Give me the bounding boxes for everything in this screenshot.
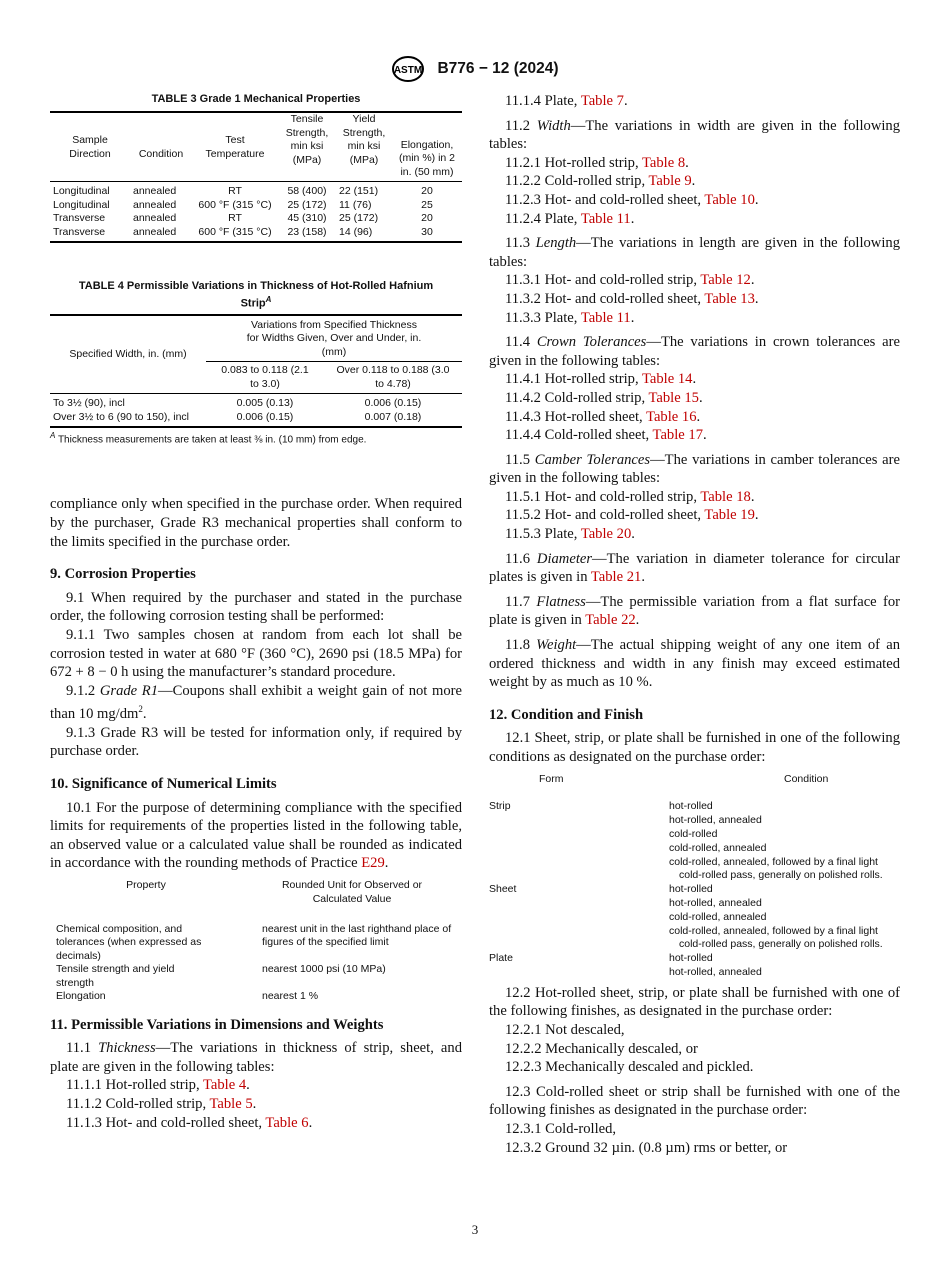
clause-text: 11.5.3 Plate, xyxy=(505,526,578,543)
table-cell: 22 (151) xyxy=(339,185,379,197)
superscript: 2 xyxy=(138,704,143,715)
list-item: 11.2.3 Hot- and cold-rolled sheet, Table 10. xyxy=(505,191,759,208)
clause-text: 11.2.4 Plate, xyxy=(505,210,578,227)
list-item: 11.5.2 Hot- and cold-rolled sheet, Table 19. xyxy=(505,507,759,524)
clause-number: 11.7 xyxy=(505,593,530,610)
list-item: 11.4.4 Cold-rolled sheet, Table 17. xyxy=(505,427,707,444)
clause-term: Grade R1 xyxy=(99,682,159,699)
footnote-mark: A xyxy=(265,295,272,304)
table-cell: 58 (400) xyxy=(287,185,327,197)
table-cell: 25 (172) xyxy=(339,212,379,224)
clause-term: Length xyxy=(535,235,577,252)
clause-text: 11.1.2 Cold-rolled strip, xyxy=(66,1095,207,1112)
document-designation: B776 − 12 (2024) xyxy=(437,60,559,77)
table-cell: RT xyxy=(228,212,242,224)
table-cell: 25 xyxy=(421,198,433,211)
table-cell: 23 (158) xyxy=(287,225,327,238)
table3-header: Elongation, (min %) in 2 in. (50 mm) xyxy=(398,138,455,178)
condition-cell xyxy=(669,952,900,980)
right-column xyxy=(489,92,900,1157)
table-row xyxy=(489,800,900,883)
table-row xyxy=(50,199,462,213)
property-table xyxy=(50,879,462,1004)
list-item: 12.3.2 Ground 32 µin. (0.8 µm) rms or better, or xyxy=(505,1139,788,1156)
clause-term: Width xyxy=(536,117,571,134)
table-row xyxy=(489,883,900,952)
paragraph: 11.6 Diameter—The variation in diameter tolerance for circular plates is given in Table 21. xyxy=(489,550,900,586)
list-item: 11.3.3 Plate, Table 11. xyxy=(505,309,635,326)
table-cell: Elongation xyxy=(56,990,106,1003)
ref-link-table-6[interactable]: Table 6 xyxy=(265,1114,309,1131)
list-item: 11.3.2 Hot- and cold-rolled sheet, Table 13. xyxy=(505,290,759,307)
table-cell: Longitudinal xyxy=(53,185,110,197)
ref-link-table-17[interactable]: Table 17 xyxy=(652,427,703,444)
table-row xyxy=(50,212,462,226)
condition-item: hot-rolled xyxy=(669,800,713,813)
table4-caption-text: TABLE 4 Permissible Variations in Thickness of Hot-Rolled Hafnium Strip xyxy=(78,280,434,310)
table-cell: nearest 1000 psi (10 MPa) xyxy=(262,963,386,976)
ref-link-table-5[interactable]: Table 5 xyxy=(209,1095,253,1112)
table-cell: 20 xyxy=(421,212,433,224)
table-cell: nearest unit in the last righthand place of figures of the specified limit xyxy=(262,922,452,949)
clause-text: 11.4.2 Cold-rolled strip, xyxy=(505,389,646,406)
clause-number: 11.5 xyxy=(505,451,530,468)
table-row xyxy=(50,963,462,990)
section-9-heading: 9. Corrosion Properties xyxy=(50,566,196,583)
clause-term: Camber Tolerances xyxy=(534,451,651,468)
condition-item: hot-rolled, annealed xyxy=(669,896,762,909)
table-cell: 45 (310) xyxy=(287,212,327,224)
table3-header: Tensile Strength, min ksi (MPa) xyxy=(285,113,329,166)
paragraph: 9.1 When required by the purchaser and stated in the purchase order, the following corrosion testing shall be performed: xyxy=(50,589,462,625)
clause-term: Crown Tolerances xyxy=(536,334,647,351)
table4-header: Variations from Specified Thickness for Widths Given, Over and Under, in. (mm) xyxy=(206,315,462,362)
clause-text: 11.1.3 Hot- and cold-rolled sheet, xyxy=(66,1114,263,1131)
clause-text: 11.5.2 Hot- and cold-rolled sheet, xyxy=(505,507,702,524)
ref-link-table-10[interactable]: Table 10 xyxy=(704,191,755,208)
condition-item: cold-rolled, annealed xyxy=(669,910,767,923)
clause-number: 11.4 xyxy=(505,334,530,351)
table4-footnote xyxy=(50,431,462,445)
clause-text: —The variations in camber tolerances are given in the following tables: xyxy=(489,451,900,487)
ref-link-table-11[interactable]: Table 11 xyxy=(580,309,631,326)
ref-link-table-11[interactable]: Table 11 xyxy=(580,210,631,227)
paragraph xyxy=(489,451,900,488)
clause-number: 9.1.2 xyxy=(66,682,96,699)
list-item: 12.2.2 Mechanically descaled, or xyxy=(505,1040,698,1057)
clause-term: Diameter xyxy=(536,550,593,567)
clause-term: Flatness xyxy=(536,593,586,610)
table4-header-row xyxy=(50,315,462,362)
table-cell: To 3½ (90), incl xyxy=(53,397,125,410)
condition-item: hot-rolled xyxy=(669,883,713,896)
ref-link-table-15[interactable]: Table 15 xyxy=(648,389,699,406)
ref-link-table-13[interactable]: Table 13 xyxy=(704,290,755,307)
ref-link-table-9[interactable]: Table 9 xyxy=(648,173,692,190)
form-condition-table xyxy=(489,773,900,980)
svg-text:ASTM: ASTM xyxy=(394,65,423,76)
table-cell: 0.006 (0.15) xyxy=(236,410,294,423)
section-11-heading: 11. Permissible Variations in Dimensions and Weights xyxy=(50,1016,384,1033)
paragraph xyxy=(50,682,462,724)
footnote-text: Thickness measurements are taken at least ⅜ in. (10 mm) from edge. xyxy=(57,434,367,446)
list-item: 11.1.1 Hot-rolled strip, Table 4. xyxy=(66,1077,250,1094)
clause-text: 11.1.4 Plate, xyxy=(505,93,578,109)
table4 xyxy=(50,279,462,445)
ref-link-table-20[interactable]: Table 20 xyxy=(580,526,632,543)
table4-subheader: Over 0.118 to 0.188 (3.0 to 4.78) xyxy=(336,364,450,390)
table3-header: Condition xyxy=(138,147,184,160)
clause-text: —The variation in diameter tolerance for circular plates is given in xyxy=(489,550,900,586)
table-cell: Transverse xyxy=(53,212,106,224)
left-body xyxy=(50,495,462,1132)
clause-text: 11.4.4 Cold-rolled sheet, xyxy=(505,427,650,444)
ref-link-table-12[interactable]: Table 12 xyxy=(700,272,751,289)
table4-subheader: 0.083 to 0.118 (2.1 to 3.0) xyxy=(221,364,309,390)
table3-header-row xyxy=(50,112,462,182)
page-number: 3 xyxy=(471,1222,479,1237)
table-cell: annealed xyxy=(133,225,177,238)
table-row xyxy=(489,952,900,980)
paragraph: 12.1 Sheet, strip, or plate shall be furnished in one of the following conditions as designated on the purchase order: xyxy=(489,730,900,765)
table-cell: Longitudinal xyxy=(53,198,110,211)
table-row xyxy=(50,226,462,243)
table-cell: 20 xyxy=(421,185,433,197)
ref-link-table-16[interactable]: Table 16 xyxy=(646,408,697,425)
footnote-mark: A xyxy=(50,431,56,441)
clause-text: —Coupons shall exhibit a weight gain of not more than 10 mg/dm xyxy=(50,682,463,723)
left-column xyxy=(50,92,462,1132)
table-cell: 0.005 (0.13) xyxy=(236,397,294,410)
ref-link-e29[interactable]: E29 xyxy=(361,855,385,872)
list-item: 11.2.2 Cold-rolled strip, Table 9. xyxy=(505,173,696,190)
ref-link-table-21[interactable]: Table 21 xyxy=(590,569,642,586)
list-item: 11.4.3 Hot-rolled sheet, Table 16. xyxy=(505,408,701,425)
condition-item: cold-rolled, annealed, followed by a final light cold-rolled pass, generally on polished rolls. xyxy=(669,855,883,882)
form-label: Sheet xyxy=(489,883,517,896)
paragraph: 9.1.1 Two samples chosen at random from each lot shall be corrosion tested in water at 680 °F (360 °C), 2690 psi (18.5 MPa) for 672 + 8 − 0 h using the manufacturer’s standard procedure. xyxy=(50,627,462,681)
table-cell: Tensile strength and yield strength xyxy=(56,963,175,989)
table-row xyxy=(50,394,462,411)
clause-end: . xyxy=(384,855,389,872)
list-item: 11.4.1 Hot-rolled strip, Table 14. xyxy=(505,371,697,388)
astm-logo-icon xyxy=(391,55,425,83)
clause-number: 11.3 xyxy=(505,235,530,252)
paragraph xyxy=(50,799,462,873)
table4-caption xyxy=(50,279,462,311)
list-item: 11.2.4 Plate, Table 11. xyxy=(505,210,635,227)
ref-link-table-14[interactable]: Table 14 xyxy=(642,371,693,388)
clause-text: 11.5.1 Hot- and cold-rolled strip, xyxy=(505,488,697,505)
clause-end: . xyxy=(142,706,147,723)
table-cell: nearest 1 % xyxy=(262,990,319,1003)
paragraph xyxy=(50,1039,462,1076)
table-header: Property xyxy=(126,879,166,892)
table-cell: annealed xyxy=(133,198,177,211)
condition-cell xyxy=(669,800,900,883)
list-item: 11.2.1 Hot-rolled strip, Table 8. xyxy=(505,154,689,171)
clause-term: Thickness xyxy=(98,1040,156,1057)
table-header: Rounded Unit for Observed or Calculated Value xyxy=(281,879,423,905)
table-cell: 0.006 (0.15) xyxy=(364,397,422,410)
table-row xyxy=(50,411,462,428)
ref-link-table-19[interactable]: Table 19 xyxy=(704,507,755,524)
table-header: Condition xyxy=(784,772,829,785)
paragraph xyxy=(489,234,900,271)
clause-number: 11.6 xyxy=(505,550,530,567)
table-cell: 30 xyxy=(421,225,433,238)
list-item: 11.3.1 Hot- and cold-rolled strip, Table 12. xyxy=(505,272,755,289)
table-cell: annealed xyxy=(133,212,177,224)
clause-text: 11.2.1 Hot-rolled strip, xyxy=(505,154,639,171)
table-cell: 600 °F (315 °C) xyxy=(198,198,272,211)
table-cell: Chemical composition, and tolerances (when expressed as decimals) xyxy=(56,922,202,962)
clause-text: —The actual shipping weight of any one item of an ordered thickness and width in any finish may exceed estimated weight by as much as 10 %. xyxy=(489,637,900,691)
paragraph xyxy=(489,333,900,370)
condition-item: cold-rolled, annealed, followed by a final light cold-rolled pass, generally on polished rolls. xyxy=(669,924,883,951)
table3-header: Test Temperature xyxy=(205,134,265,160)
condition-cell xyxy=(669,883,900,952)
table-cell: 0.007 (0.18) xyxy=(364,410,422,423)
list-item: 11.1.4 Plate, Table 7. xyxy=(505,93,628,109)
list-item: 11.5.1 Hot- and cold-rolled strip, Table 18. xyxy=(505,488,755,505)
form-label: Strip xyxy=(489,800,511,813)
table-header-row xyxy=(489,773,900,801)
list-item: 11.1.2 Cold-rolled strip, Table 5. xyxy=(66,1095,257,1112)
table-row xyxy=(50,182,462,199)
clause-text: —The permissible variation from a flat surface for plate is given in xyxy=(489,593,900,629)
table-cell: 25 (172) xyxy=(287,198,327,211)
section-12-heading: 12. Condition and Finish xyxy=(489,706,644,723)
table-cell: 14 (96) xyxy=(339,225,373,238)
table3-header: Sample Direction xyxy=(69,134,111,160)
clause-text: 10.1 For the purpose of determining compliance with the specified limits for requirements of the properties listed in the following table, an observed value or a calculated value shall be rounded as indicated in accordance with the rounding methods of Practice xyxy=(50,799,462,872)
form-label: Plate xyxy=(489,952,513,965)
list-item: 12.3.1 Cold-rolled, xyxy=(505,1120,617,1137)
paragraph: 12.3 Cold-rolled sheet or strip shall be furnished with one of the following finishes as designated in the purchase order: xyxy=(489,1083,900,1119)
page-header xyxy=(0,55,950,83)
table-cell: Transverse xyxy=(53,225,106,238)
table3 xyxy=(50,92,462,243)
table4-header: Specified Width, in. (mm) xyxy=(50,315,206,394)
table-row xyxy=(50,923,462,964)
ref-link-table-8[interactable]: Table 8 xyxy=(642,154,686,171)
list-item: 12.2.3 Mechanically descaled and pickled. xyxy=(505,1059,754,1076)
list-item: 11.4.2 Cold-rolled strip, Table 15. xyxy=(505,389,703,406)
paragraph xyxy=(489,636,900,692)
paragraph: 9.1.3 Grade R3 will be tested for information only, if required by purchase order. xyxy=(50,724,462,760)
condition-item: cold-rolled xyxy=(669,827,718,840)
table-cell: 11 (76) xyxy=(339,198,372,211)
paragraph: 11.7 Flatness—The permissible variation from a flat surface for plate is given in Table 22. xyxy=(489,593,900,629)
list-item: 12.2.1 Not descaled, xyxy=(505,1021,625,1038)
clause-text: 11.4.1 Hot-rolled strip, xyxy=(505,371,639,388)
paragraph: 12.2 Hot-rolled sheet, strip, or plate shall be furnished with one of the following finishes, as designated in the purchase order: xyxy=(489,984,900,1020)
clause-number: 11.2 xyxy=(505,117,530,134)
clause-text: —The variations in crown tolerances are given in the following tables: xyxy=(489,334,900,369)
clause-text: —The variations in width are given in the following tables: xyxy=(489,117,901,153)
section-10-heading: 10. Significance of Numerical Limits xyxy=(50,776,277,793)
condition-item: hot-rolled, annealed xyxy=(669,814,762,827)
table-cell: 600 °F (315 °C) xyxy=(198,225,272,238)
ref-link-table-22[interactable]: Table 22 xyxy=(585,612,636,629)
list-item: 11.1.3 Hot- and cold-rolled sheet, Table 6. xyxy=(66,1114,313,1131)
table-row xyxy=(50,990,462,1004)
ref-link-table-18[interactable]: Table 18 xyxy=(700,488,751,505)
table-header-row xyxy=(50,879,462,923)
table-cell: RT xyxy=(228,185,242,197)
ref-link-table-4[interactable]: Table 4 xyxy=(203,1077,247,1094)
condition-item: hot-rolled, annealed xyxy=(669,965,762,978)
table-cell: Over 3½ to 6 (90 to 150), incl xyxy=(53,410,189,423)
table3-caption: TABLE 3 Grade 1 Mechanical Properties xyxy=(151,93,361,105)
condition-item: cold-rolled, annealed xyxy=(669,841,767,854)
clause-text: 11.4.3 Hot-rolled sheet, xyxy=(505,408,643,425)
clause-term: Weight xyxy=(536,637,577,654)
paragraph: compliance only when specified in the purchase order. When required by the purchaser, Grade R3 mechanical properties shall conform to the limits specified in the purchase order. xyxy=(50,496,462,550)
clause-text: —The variations in length are given in the following tables: xyxy=(489,235,900,270)
clause-text: 11.2.3 Hot- and cold-rolled sheet, xyxy=(505,191,702,208)
clause-number: 11.8 xyxy=(505,637,530,654)
table-header: Form xyxy=(539,772,564,785)
table-cell: annealed xyxy=(133,185,177,197)
list-item: 11.5.3 Plate, Table 20. xyxy=(505,526,635,543)
condition-item: hot-rolled xyxy=(669,952,713,965)
table3-header: Yield Strength, min ksi (MPa) xyxy=(342,113,386,166)
paragraph xyxy=(489,117,900,154)
clause-text: 11.3.1 Hot- and cold-rolled strip, xyxy=(505,272,697,289)
ref-link-table-7[interactable]: Table 7 xyxy=(580,93,624,109)
clause-text: 11.3.3 Plate, xyxy=(505,309,578,326)
clause-number: 11.1 xyxy=(66,1040,91,1057)
clause-text: —The variations in thickness of strip, sheet, and plate are given in the following tables: xyxy=(50,1040,462,1075)
clause-text: 11.3.2 Hot- and cold-rolled sheet, xyxy=(505,290,702,307)
clause-text: 11.1.1 Hot-rolled strip, xyxy=(66,1077,200,1094)
clause-text: 11.2.2 Cold-rolled strip, xyxy=(505,173,646,190)
